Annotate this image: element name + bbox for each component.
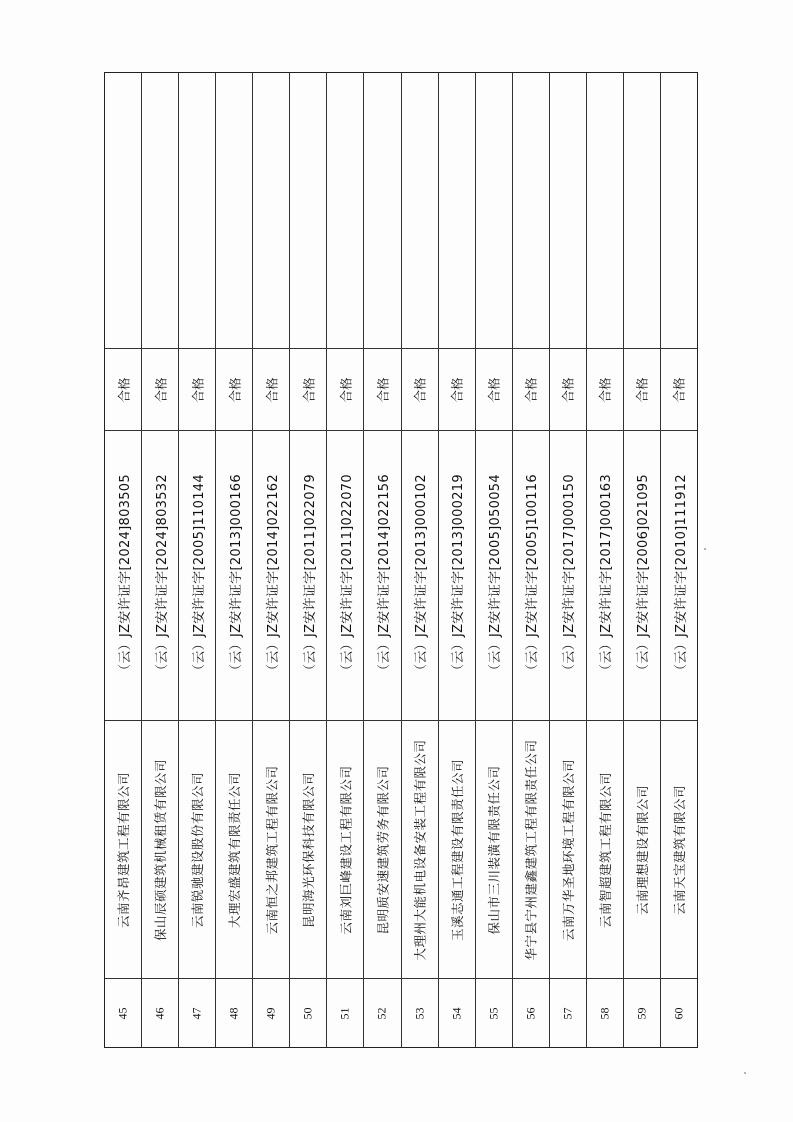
blank-cell: [476, 73, 512, 349]
result-text: 合格: [597, 376, 613, 403]
result-cell: [253, 349, 289, 431]
license-number-text: （云）JZ安许证字[2006]021095: [636, 474, 652, 677]
table-row: [142, 73, 179, 1047]
company-name-cell: [587, 721, 623, 979]
license-number-text: （云）JZ安许证字[2011]022079: [302, 474, 318, 677]
scan-speck: [744, 1072, 746, 1074]
license-number-cell: [402, 431, 438, 721]
result-text: 合格: [412, 376, 428, 403]
license-number-cell: [587, 431, 623, 721]
row-number-cell: [216, 979, 252, 1047]
row-number-text: 46: [152, 1007, 167, 1019]
result-text: 合格: [116, 376, 132, 403]
result-cell: [624, 349, 660, 431]
company-name-cell: [439, 721, 475, 979]
result-cell: [661, 349, 697, 431]
blank-cell: [661, 73, 697, 349]
row-number-cell: [439, 979, 475, 1047]
license-number-cell: [179, 431, 215, 721]
license-number-cell: [105, 431, 141, 721]
row-number-text: 53: [412, 1007, 427, 1019]
license-number-cell: [142, 431, 178, 721]
company-name-text: 云南万华圣地环境工程有限公司: [560, 758, 576, 941]
blank-cell: [624, 73, 660, 349]
blank-cell: [179, 73, 215, 349]
row-number-cell: [290, 979, 326, 1047]
license-number-text: （云）JZ安许证字[2005]110144: [191, 474, 207, 677]
license-number-text: （云）JZ安许证字[2005]050054: [488, 474, 504, 677]
company-name-text: 云南齐昂建筑工程有限公司: [116, 771, 132, 928]
row-number-cell: [253, 979, 289, 1047]
row-number-text: 49: [263, 1007, 278, 1019]
table-row: [253, 73, 290, 1047]
result-text: 合格: [634, 376, 650, 403]
row-number-cell: [105, 979, 141, 1047]
row-number-text: 55: [486, 1007, 501, 1019]
company-name-text: 云南理想建设有限公司: [634, 784, 650, 915]
company-name-cell: [513, 721, 549, 979]
row-number-text: 50: [300, 1007, 315, 1019]
result-cell: [105, 349, 141, 431]
license-number-cell: [216, 431, 252, 721]
company-name-text: 云南刘巨峰建设工程有限公司: [338, 764, 354, 935]
row-number-cell: [587, 979, 623, 1047]
license-number-cell: [364, 431, 400, 721]
table-row: [364, 73, 401, 1047]
result-text: 合格: [671, 376, 687, 403]
company-name-cell: [550, 721, 586, 979]
result-text: 合格: [560, 376, 576, 403]
row-number-text: 52: [374, 1007, 389, 1019]
company-name-cell: [105, 721, 141, 979]
result-cell: [513, 349, 549, 431]
result-cell: [587, 349, 623, 431]
license-number-text: （云）JZ安许证字[2017]000163: [599, 474, 615, 677]
result-text: 合格: [523, 376, 539, 403]
row-number-cell: [142, 979, 178, 1047]
blank-cell: [364, 73, 400, 349]
license-number-cell: [290, 431, 326, 721]
result-cell: [327, 349, 363, 431]
company-name-cell: [179, 721, 215, 979]
table-row: [476, 73, 513, 1047]
result-text: 合格: [153, 376, 169, 403]
license-number-text: （云）JZ安许证字[2024]803532: [154, 474, 170, 677]
blank-cell: [513, 73, 549, 349]
row-number-text: 54: [449, 1007, 464, 1019]
company-name-cell: [142, 721, 178, 979]
table-row: [550, 73, 587, 1047]
table-row: [179, 73, 216, 1047]
blank-cell: [587, 73, 623, 349]
blank-cell: [327, 73, 363, 349]
license-number-cell: [624, 431, 660, 721]
result-text: 合格: [449, 376, 465, 403]
license-number-cell: [253, 431, 289, 721]
license-number-cell: [550, 431, 586, 721]
license-number-text: （云）JZ安许证字[2013]000102: [414, 474, 430, 677]
blank-cell: [216, 73, 252, 349]
result-cell: [216, 349, 252, 431]
row-number-cell: [402, 979, 438, 1047]
company-name-text: 保山市三川装潢有限责任公司: [486, 764, 502, 935]
company-name-cell: [216, 721, 252, 979]
blank-cell: [290, 73, 326, 349]
license-number-text: （云）JZ安许证字[2014]022156: [376, 474, 392, 677]
license-number-cell: [476, 431, 512, 721]
company-name-text: 昆明质安速建筑劳务有限公司: [375, 764, 391, 935]
row-number-text: 47: [189, 1007, 204, 1019]
result-cell: [402, 349, 438, 431]
table-row: [513, 73, 550, 1047]
result-cell: [290, 349, 326, 431]
row-number-text: 51: [337, 1007, 352, 1019]
company-name-text: 大理宏盛建筑有限责任公司: [227, 771, 243, 928]
blank-cell: [142, 73, 178, 349]
row-number-cell: [364, 979, 400, 1047]
company-name-cell: [364, 721, 400, 979]
table-row: [587, 73, 624, 1047]
row-number-text: 59: [634, 1007, 649, 1019]
license-number-cell: [513, 431, 549, 721]
result-text: 合格: [190, 376, 206, 403]
row-number-text: 45: [115, 1007, 130, 1019]
blank-cell: [253, 73, 289, 349]
row-number-cell: [661, 979, 697, 1047]
row-number-cell: [179, 979, 215, 1047]
result-cell: [179, 349, 215, 431]
company-name-cell: [290, 721, 326, 979]
row-number-cell: [476, 979, 512, 1047]
result-text: 合格: [227, 376, 243, 403]
row-number-cell: [550, 979, 586, 1047]
company-name-text: 大理州大能机电设备安装工程有限公司: [412, 738, 428, 961]
result-text: 合格: [264, 376, 280, 403]
table-row: [216, 73, 253, 1047]
company-name-cell: [327, 721, 363, 979]
table-row: [402, 73, 439, 1047]
company-name-cell: [253, 721, 289, 979]
table-row: [661, 73, 697, 1047]
license-number-cell: [327, 431, 363, 721]
result-text: 合格: [338, 376, 354, 403]
company-name-text: 云南恒之邦建筑工程有限公司: [264, 764, 280, 935]
row-number-text: 58: [597, 1007, 612, 1019]
blank-cell: [550, 73, 586, 349]
result-text: 合格: [301, 376, 317, 403]
result-cell: [550, 349, 586, 431]
table-row: [290, 73, 327, 1047]
license-number-text: （云）JZ安许证字[2011]022070: [339, 474, 355, 677]
license-number-text: （云）JZ安许证字[2013]000166: [228, 474, 244, 677]
scan-speck: [704, 548, 706, 550]
result-text: 合格: [375, 376, 391, 403]
blank-cell: [439, 73, 475, 349]
company-name-cell: [661, 721, 697, 979]
company-name-text: 保山辰硕建筑机械租赁有限公司: [153, 758, 169, 941]
license-number-text: （云）JZ安许证字[2024]803505: [117, 474, 133, 677]
row-number-text: 57: [560, 1007, 575, 1019]
result-cell: [476, 349, 512, 431]
company-name-cell: [624, 721, 660, 979]
company-name-text: 云南天宝建筑有限公司: [671, 784, 687, 915]
company-name-text: 华宁县宁州建鑫建筑工程有限责任公司: [523, 738, 539, 961]
table-row: [105, 73, 142, 1047]
table-row: [624, 73, 661, 1047]
row-number-cell: [513, 979, 549, 1047]
result-cell: [142, 349, 178, 431]
license-number-cell: [661, 431, 697, 721]
row-number-text: 48: [226, 1007, 241, 1019]
row-number-cell: [327, 979, 363, 1047]
blank-cell: [402, 73, 438, 349]
company-name-cell: [402, 721, 438, 979]
company-name-text: 昆明海光环保科技有限公司: [301, 771, 317, 928]
license-number-text: （云）JZ安许证字[2010]111912: [673, 474, 689, 677]
license-number-text: （云）JZ安许证字[2013]000219: [451, 474, 467, 677]
company-name-text: 玉溪志通工程建设有限责任公司: [449, 758, 465, 941]
license-number-text: （云）JZ安许证字[2005]100116: [525, 474, 541, 677]
company-name-text: 云南锐驰建设股份有限公司: [190, 771, 206, 928]
company-name-text: 云南智超建筑工程有限公司: [597, 771, 613, 928]
table-row: [327, 73, 364, 1047]
blank-cell: [105, 73, 141, 349]
result-text: 合格: [486, 376, 502, 403]
company-license-table: [104, 72, 698, 1048]
license-number-text: （云）JZ安许证字[2014]022162: [265, 474, 281, 677]
result-cell: [439, 349, 475, 431]
row-number-cell: [624, 979, 660, 1047]
row-number-text: 60: [671, 1007, 686, 1019]
company-name-cell: [476, 721, 512, 979]
row-number-text: 56: [523, 1007, 538, 1019]
result-cell: [364, 349, 400, 431]
license-number-cell: [439, 431, 475, 721]
table-row: [439, 73, 476, 1047]
license-number-text: （云）JZ安许证字[2017]000150: [562, 474, 578, 677]
